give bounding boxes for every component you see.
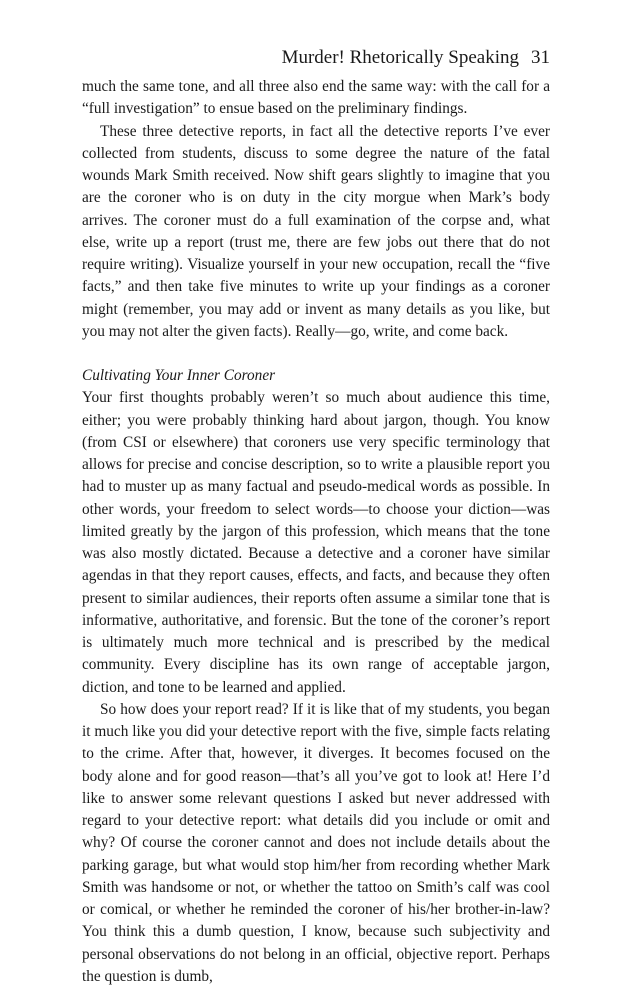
body-paragraph-1: much the same tone, and all three also end the same way: with the call for a “full investigation” to ensue based on the preliminary findings. (82, 78, 550, 118)
book-page (82, 46, 550, 988)
page-number: 31 (531, 47, 550, 68)
body-paragraph-3: Your first thoughts probably weren’t so much about audience this time, either; you were probably thinking hard about jargon, though. You know (from CSI or elsewhere) that coroners use very specific terminology that allows for precise and concise description, so to write a plausible report you had to muster up as many factual and pseudo-medical words as possible. In other words, your freedom to select words—to choose your diction—was limited greatly by the jargon of this profession, which means that the tone was also mostly dictated. Because a detective and a coroner have similar agendas in that they report causes, effects, and facts, and because they often present to similar audiences, their reports often assume a similar tone that is informative, authoritative, and forensic. But the tone of the coroner’s report is ultimately much more technical and is prescribed by the medical community. Every discipline has its own range of acceptable jargon, diction, and tone to be learned and applied. (82, 389, 550, 696)
body-paragraph-2: These three detective reports, in fact all the detective reports I’ve ever collected from students, discuss to some degree the nature of the fatal wounds Mark Smith received. Now shift gears slightly to imagine that you are the coroner who is on duty in the city morgue when Mark’s body arrives. The coroner must do a full examination of the corpse and, what else, write up a report (trust me, there are few jobs out there that do not require writing). Visualize yourself in your new occupation, recall the “five facts,” and then take five minutes to write up your findings as a coroner might (remember, you may add or invent as many details as you like, but you may not alter the given facts). Really—go, write, and come back. (82, 122, 550, 340)
section-heading: Cultivating Your Inner Coroner (82, 367, 276, 384)
running-header-title: Murder! Rhetorically Speaking (281, 47, 519, 68)
body-paragraph-4: So how does your report read? If it is like that of my students, you began it much like you did your detective report with the five, simple facts relating to the crime. After that, however, it diverges. It becomes focused on the body alone and for good reason—that’s all you’ve got to look at! Here I’d like to answer some relevant questions I asked but never addressed with regard to your detective report: what details did you include or omit and why? Of course the coroner cannot and does not include details about the parking garage, but what would stop him/her from recording whether Mark Smith was handsome or not, or whether the tattoo on Smith’s calf was cool or comical, or whether he reminded the coroner of his/her brother-in-law? You think this a dumb question, I know, because such subjectivity and personal observations do not belong in an official, objective report. Perhaps the question is dumb, (82, 700, 550, 985)
running-header (82, 46, 550, 70)
